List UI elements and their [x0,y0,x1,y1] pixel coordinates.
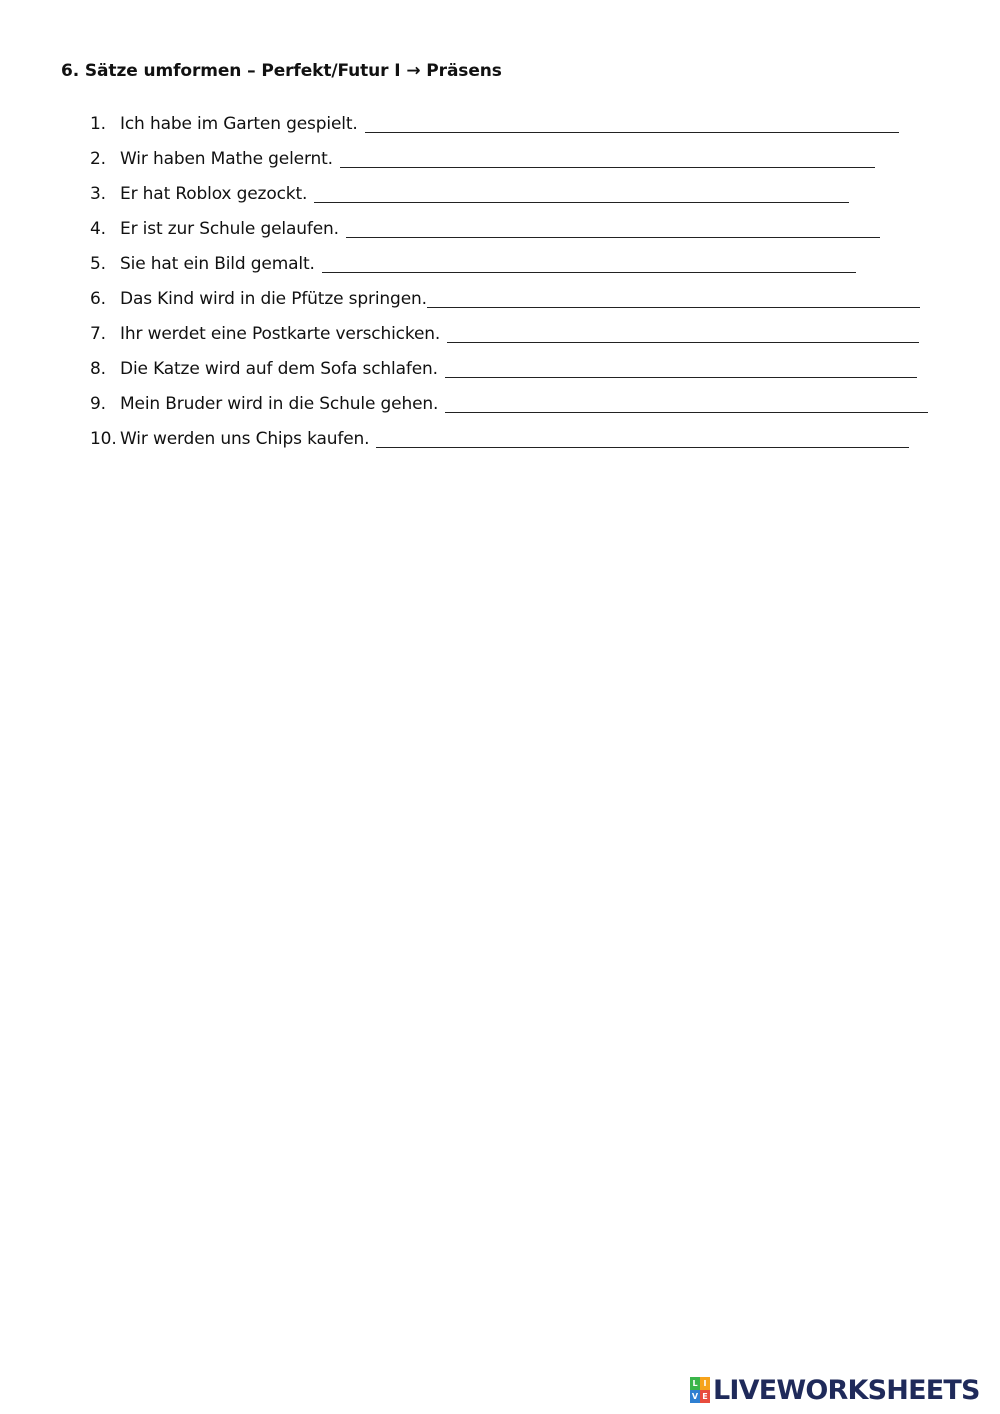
item-sentence: Das Kind wird in die Pfütze springen. [120,289,427,309]
item-sentence: Sie hat ein Bild gemalt. [120,254,315,274]
exercise-item-6 [90,279,920,309]
item-number: 5. [90,254,106,274]
answer-field[interactable] [427,287,920,308]
item-sentence: Mein Bruder wird in die Schule gehen. [120,394,439,414]
item-number: 7. [90,324,106,344]
answer-field[interactable] [447,322,919,343]
item-number: 4. [90,219,106,239]
answer-field[interactable] [322,252,856,273]
logo-mark-i: I [700,1377,710,1390]
liveworksheets-logo [690,1374,980,1406]
answer-field[interactable] [340,147,875,168]
exercise-item-4 [90,209,880,239]
answer-field[interactable] [365,112,899,133]
exercise-item-1 [90,104,899,134]
liveworksheets-logo-icon [690,1377,710,1403]
answer-field[interactable] [445,392,928,413]
exercise-item-10 [90,419,909,449]
answer-field[interactable] [346,217,880,238]
item-number: 3. [90,184,106,204]
logo-wordmark: LIVEWORKSHEETS [713,1374,980,1406]
answer-field[interactable] [314,182,849,203]
item-sentence: Ihr werdet eine Postkarte verschicken. [120,324,441,344]
item-sentence: Wir haben Mathe gelernt. [120,149,333,169]
item-number: 1. [90,114,106,134]
logo-mark-e: E [700,1390,710,1403]
item-sentence: Ich habe im Garten gespielt. [120,114,358,134]
item-sentence: Er hat Roblox gezockt. [120,184,308,204]
item-number: 10. [90,429,117,449]
exercise-item-5 [90,244,856,274]
item-sentence: Er ist zur Schule gelaufen. [120,219,339,239]
logo-mark-l: L [690,1377,700,1390]
answer-field[interactable] [445,357,917,378]
exercise-list [0,0,1000,460]
exercise-item-8 [90,349,917,379]
logo-mark-v: V [690,1390,700,1403]
item-sentence: Die Katze wird auf dem Sofa schlafen. [120,359,438,379]
exercise-item-3 [90,174,849,204]
exercise-item-2 [90,139,875,169]
exercise-item-7 [90,314,919,344]
exercise-title: 6. Sätze umformen – Perfekt/Futur I → Präsens [61,61,502,81]
item-number: 8. [90,359,106,379]
item-number: 6. [90,289,106,309]
exercise-item-9 [90,384,928,414]
answer-field[interactable] [376,427,909,448]
item-number: 2. [90,149,106,169]
item-number: 9. [90,394,106,414]
item-sentence: Wir werden uns Chips kaufen. [120,429,370,449]
